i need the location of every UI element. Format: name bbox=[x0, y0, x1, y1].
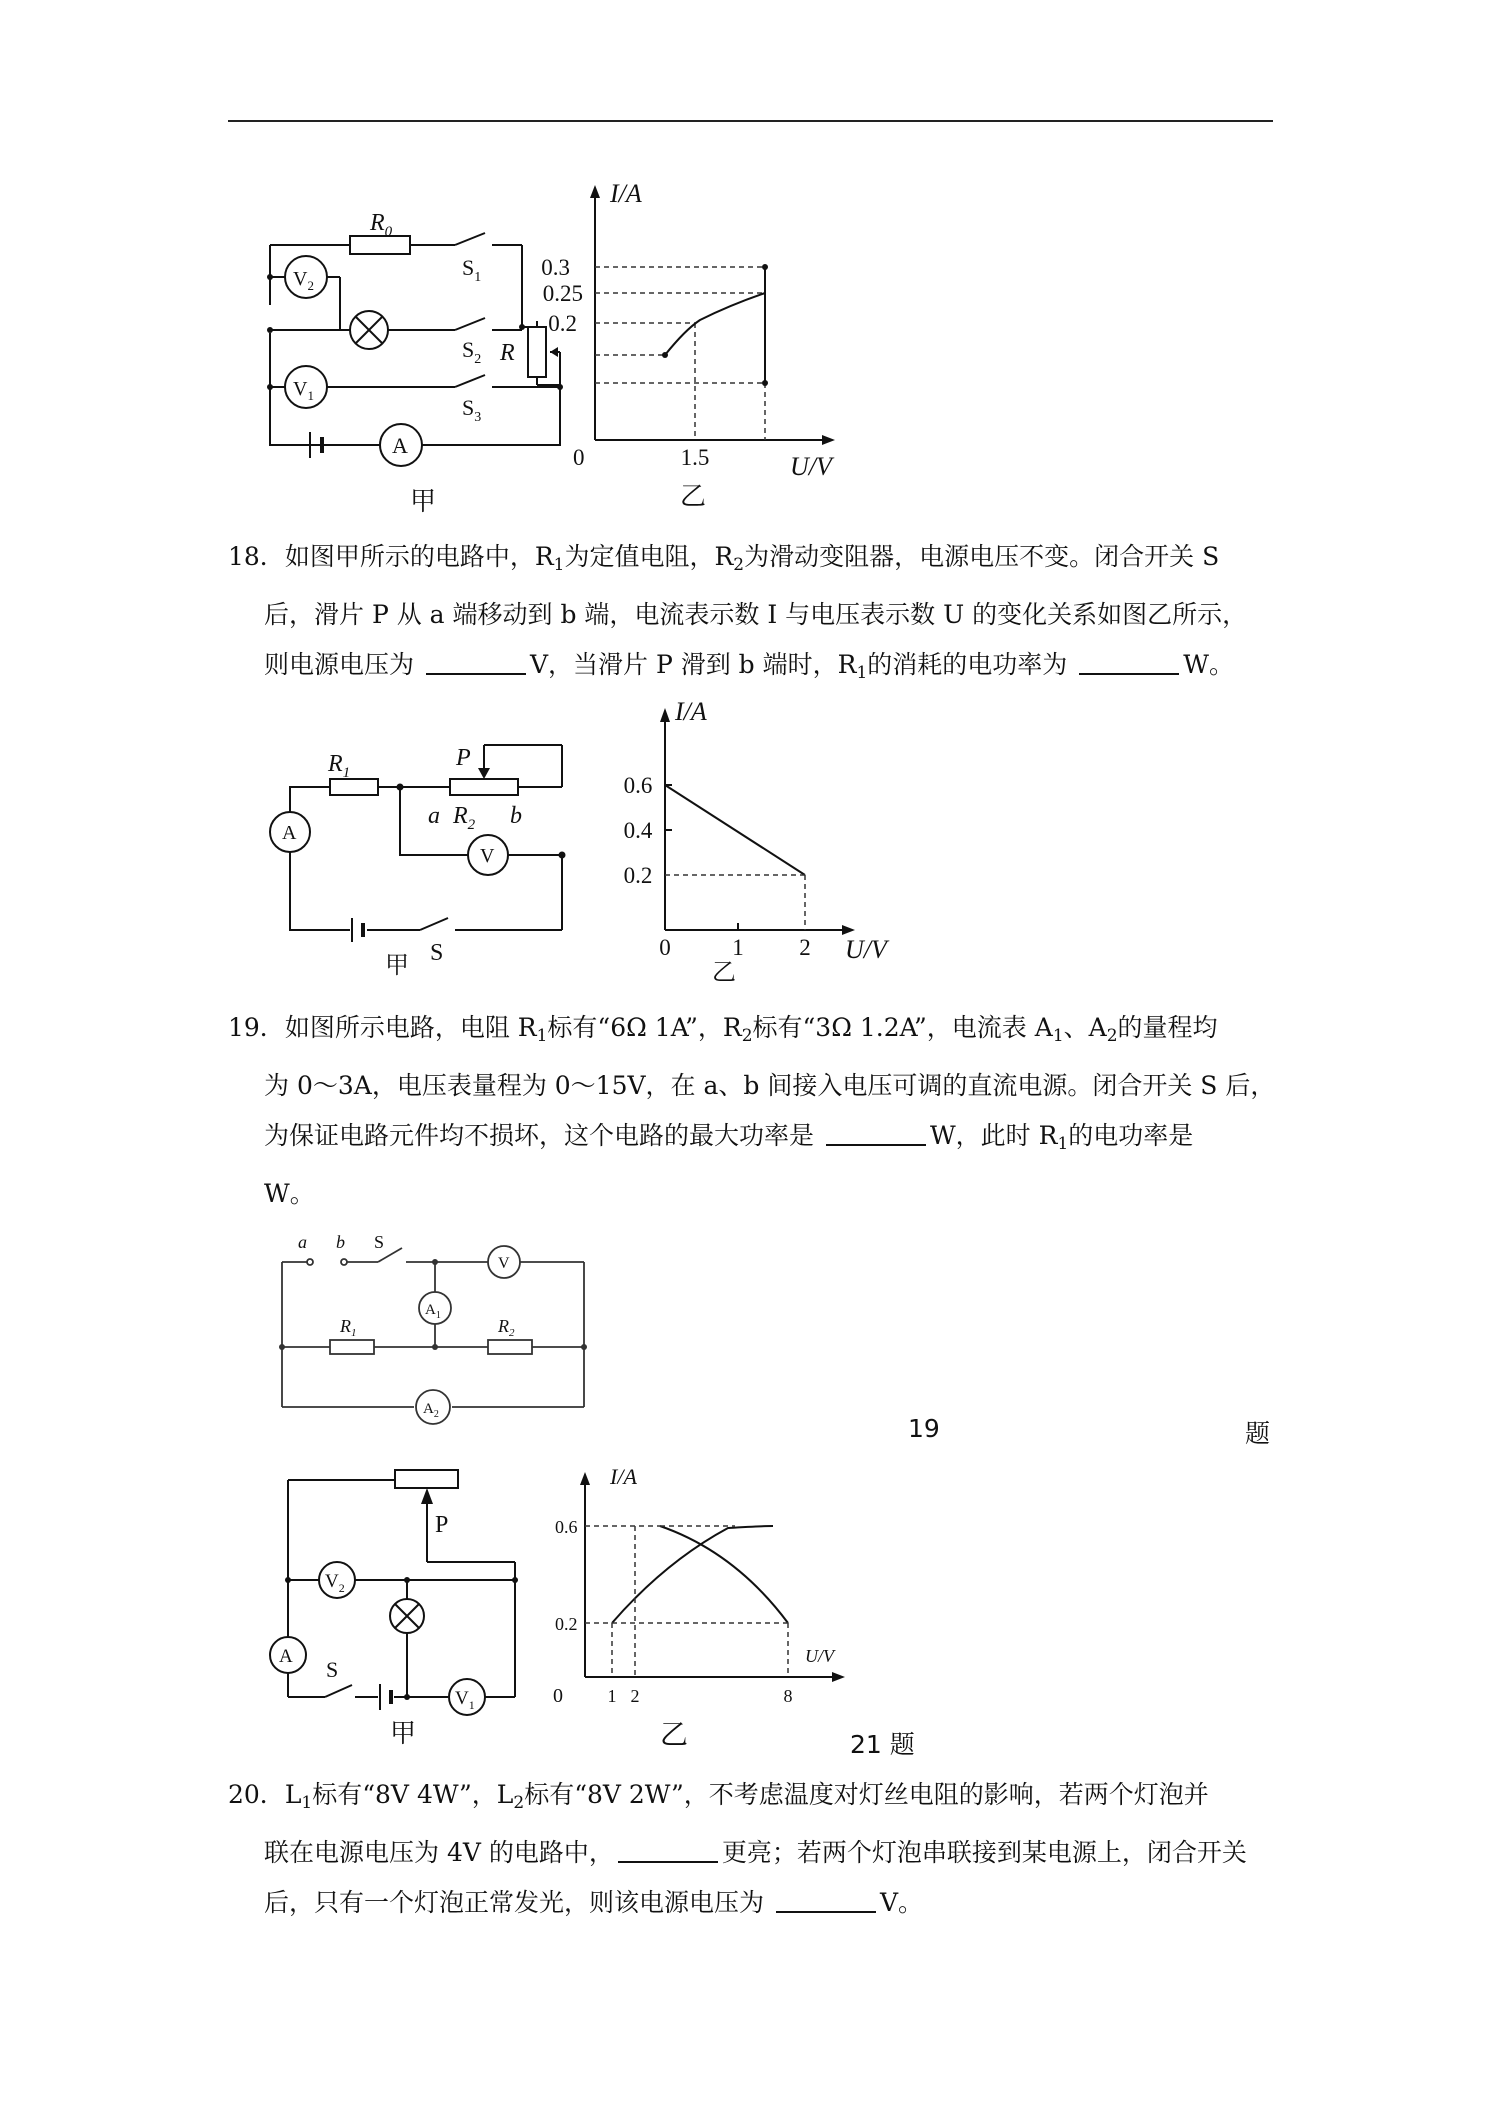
fig21-graph bbox=[545, 1462, 875, 1762]
q18-blank-power[interactable] bbox=[1079, 651, 1179, 675]
svg-text:S2: $S_2$ bbox=[462, 337, 482, 367]
slider-resistor bbox=[528, 327, 546, 377]
svg-text:P: P bbox=[456, 745, 471, 771]
svg-text:R2: $R_2$ bbox=[453, 803, 476, 833]
svg-text:I/A: I/A bbox=[675, 697, 707, 726]
svg-text:V1: $V_1$ bbox=[293, 378, 314, 403]
q20-blank-voltage[interactable] bbox=[776, 1889, 876, 1913]
svg-text:1: 1 bbox=[732, 935, 744, 960]
svg-text:V2: $V_2$ bbox=[293, 268, 314, 293]
svg-text:a: a bbox=[298, 1232, 307, 1252]
q18-blank-voltage[interactable] bbox=[426, 651, 526, 675]
svg-text:A: A bbox=[282, 822, 297, 844]
svg-text:0.6: 0.6 bbox=[555, 1517, 578, 1537]
fig18-caption-jia: 甲 bbox=[385, 953, 409, 979]
question-19: 19．如图所示电路，电阻 $R_1$标有“6Ω 1A”，$R_2$标有“3Ω 1.2A”，电流表 $A_1$、$A_2$的量程均 为 0～3A，电压表量程为 0～15V，在 a、b 间接入电压可调的直流电源。闭合开关 S 后， 为保证电路元件均不损坏，这个电路的最大功率是 W，此时 $R_1$的电功率是 W。 bbox=[228, 1013, 1276, 1208]
header-rule bbox=[228, 120, 1273, 122]
svg-text:U/V: U/V bbox=[845, 935, 887, 964]
svg-text:0.2: 0.2 bbox=[555, 1614, 578, 1634]
fig17-circuit bbox=[260, 210, 570, 525]
fig18-circuit bbox=[270, 735, 580, 985]
svg-text:2: 2 bbox=[799, 935, 811, 960]
svg-text:0.2: 0.2 bbox=[548, 311, 577, 336]
svg-text:A: A bbox=[279, 1646, 293, 1667]
svg-text:R2: $R_2$ bbox=[498, 1316, 515, 1339]
question-20: 20．$L_1$标有“8V 4W”，$L_2$标有“8V 2W”，不考虑温度对灯丝电阻的影响，若两个灯泡并 联在电源电压为 4V 的电路中， 更亮；若两个灯泡串联接到某电源上，闭合开关 后，只有一个灯泡正常发光，则该电源电压为 V。 bbox=[228, 1780, 1247, 1917]
fig17-graph bbox=[541, 179, 855, 520]
svg-text:1: 1 bbox=[607, 1686, 617, 1706]
svg-text:V2: $V_2$ bbox=[325, 1571, 345, 1595]
svg-text:V: V bbox=[480, 845, 495, 867]
svg-text:b: b bbox=[336, 1232, 345, 1252]
fig17-caption-yi: 乙 bbox=[680, 482, 707, 511]
svg-text:0.2: 0.2 bbox=[623, 863, 653, 888]
svg-text:V1: $V_1$ bbox=[455, 1688, 475, 1712]
fig21-caption-jia: 甲 bbox=[390, 1719, 417, 1748]
svg-text:S1: $S_1$ bbox=[462, 255, 482, 285]
svg-text:A: A bbox=[392, 433, 408, 458]
svg-text:a: a bbox=[428, 803, 440, 829]
svg-text:S3: $S_3$ bbox=[462, 395, 482, 425]
fig18-caption-yi: 乙 bbox=[712, 960, 736, 986]
svg-text:S: S bbox=[374, 1232, 385, 1252]
fig21-circuit bbox=[270, 1462, 530, 1752]
fig21-caption-yi: 乙 bbox=[660, 1720, 689, 1751]
svg-text:1.5: 1.5 bbox=[680, 445, 710, 470]
svg-text:0.25: 0.25 bbox=[542, 281, 583, 306]
fig19-circuit bbox=[270, 1222, 600, 1422]
svg-text:I/A: I/A bbox=[610, 1464, 637, 1489]
svg-text:A2: $A_2$ bbox=[423, 1401, 439, 1420]
svg-text:S: S bbox=[326, 1657, 339, 1682]
svg-text:0: 0 bbox=[659, 935, 671, 960]
svg-text:V: V bbox=[498, 1255, 510, 1272]
label-19-ti: 题 bbox=[1245, 1419, 1271, 1448]
svg-text:R0: $R_0$ bbox=[370, 210, 393, 240]
fig18-graph bbox=[600, 690, 940, 990]
q19-blank-max-power[interactable] bbox=[826, 1122, 926, 1146]
svg-text:R: R bbox=[500, 340, 515, 366]
label-21: 21 题 bbox=[850, 1730, 915, 1759]
svg-text:A1: $A_1$ bbox=[425, 1302, 441, 1321]
svg-text:I/A: I/A bbox=[610, 179, 642, 208]
svg-text:b: b bbox=[510, 803, 522, 829]
fig17-caption-jia: 甲 bbox=[410, 487, 437, 516]
r2-slider bbox=[450, 779, 518, 795]
svg-text:0.3: 0.3 bbox=[541, 255, 570, 280]
svg-text:0.4: 0.4 bbox=[623, 818, 653, 843]
q20-blank-brighter[interactable] bbox=[618, 1839, 718, 1863]
svg-text:8: 8 bbox=[783, 1686, 793, 1706]
svg-text:U/V: U/V bbox=[805, 1646, 834, 1666]
svg-text:0: 0 bbox=[573, 445, 585, 470]
svg-text:S: S bbox=[430, 940, 444, 966]
svg-text:U/V: U/V bbox=[790, 452, 832, 481]
r0-resistor bbox=[350, 236, 410, 254]
svg-text:P: P bbox=[435, 1512, 449, 1538]
svg-text:2: 2 bbox=[630, 1686, 640, 1706]
svg-text:R1: $R_1$ bbox=[328, 751, 351, 781]
label-19-number: 19 bbox=[908, 1414, 940, 1443]
svg-text:0.6: 0.6 bbox=[623, 773, 653, 798]
question-18: 18．如图甲所示的电路中，$R_1$为定值电阻，$R_2$为滑动变阻器，电源电压不变。闭合开关 S 后，滑片 P 从 a 端移动到 b 端，电流表示数 I 与电压表示数 U 的变化关系如图乙所示， 则电源电压为 V，当滑片 P 滑到 b 端时，$R_1$的消耗的电功率为 W。 bbox=[228, 542, 1248, 683]
svg-text:R1: $R_1$ bbox=[340, 1316, 357, 1339]
svg-text:0: 0 bbox=[553, 1685, 563, 1707]
